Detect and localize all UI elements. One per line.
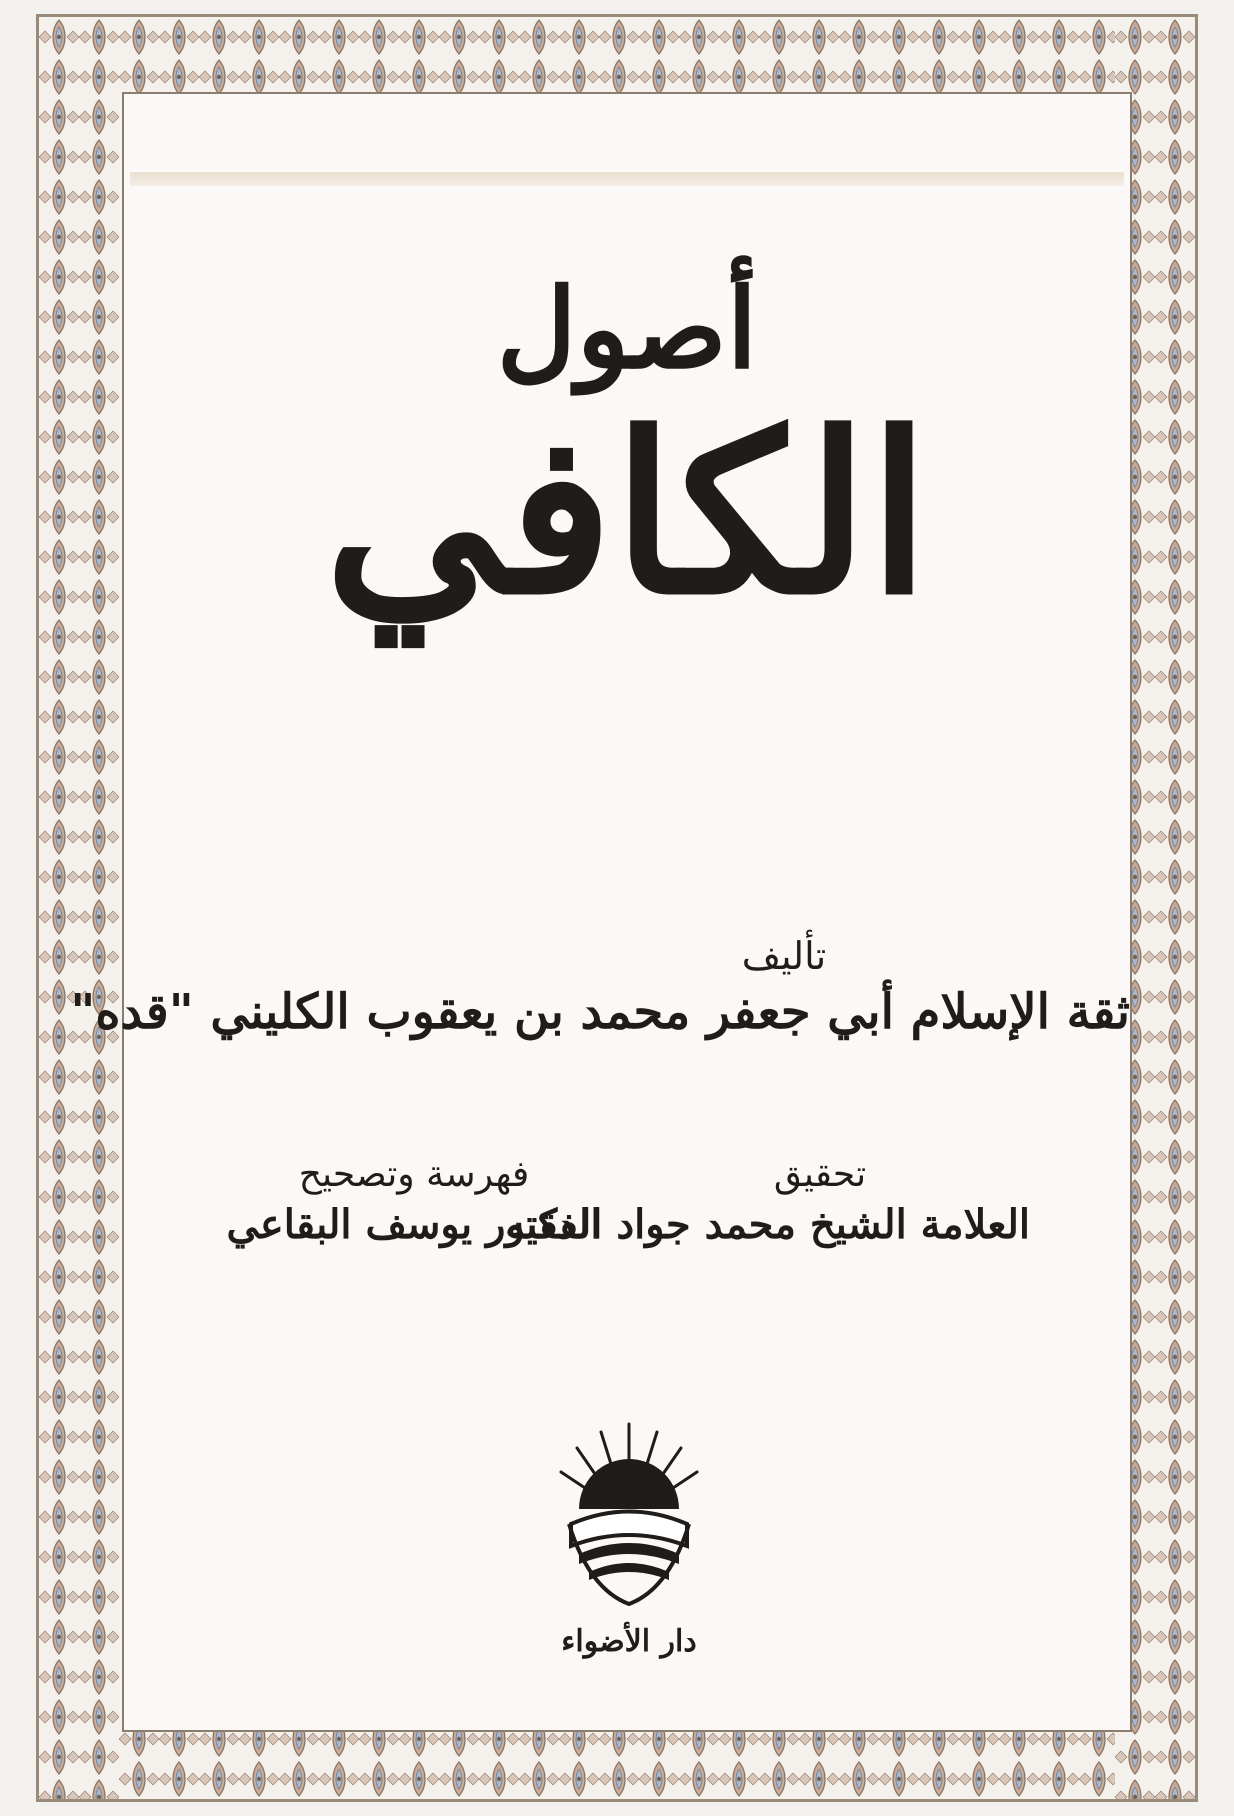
- author-name: ثقة الإسلام أبي جعفر محمد بن يعقوب الكليني "قده": [70, 984, 1130, 1040]
- indexing-label: فهرسة وتصحيح: [298, 1154, 530, 1195]
- publisher-name: دار الأضواء: [561, 1624, 697, 1659]
- publisher-logo: [549, 1414, 709, 1674]
- indexing-credit: [224, 1154, 604, 1248]
- verification-label: تحقيق: [773, 1154, 867, 1195]
- author-label: تأليف: [741, 934, 827, 978]
- sunrise-book-logo-icon: [549, 1414, 709, 1614]
- title-panel: [70, 92, 1132, 1732]
- verification-credit: [505, 1154, 1030, 1248]
- indexing-name: الدكتور يوسف البقاعي: [226, 1201, 602, 1248]
- title-line-2: الكافي: [324, 384, 930, 643]
- panel-top-band: [130, 172, 1124, 186]
- frame-ornament-left: [39, 17, 119, 1799]
- verification-name: العلامة الشيخ محمد جواد الفقيه: [505, 1201, 1030, 1248]
- title-line-1: أصول: [496, 264, 758, 393]
- frame-ornament-top: [39, 17, 1195, 97]
- ornament-pattern-left: [39, 17, 119, 1799]
- ornament-pattern-top: [39, 17, 1195, 97]
